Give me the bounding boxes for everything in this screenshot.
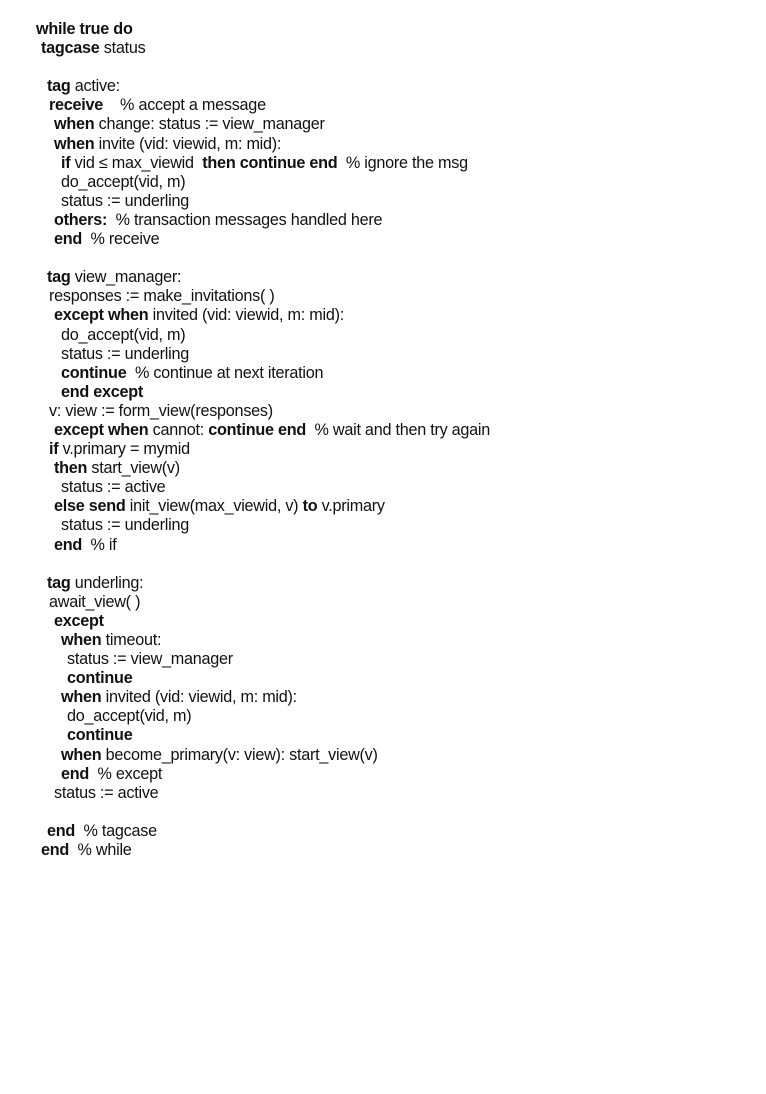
code-text: % transaction messages handled here	[107, 210, 383, 229]
code-keyword: if	[49, 440, 59, 459]
code-keyword: except when	[54, 306, 149, 325]
code-keyword: end	[47, 821, 76, 840]
code-line	[36, 135, 756, 154]
code-line	[36, 593, 756, 612]
code-text: v.primary	[317, 497, 385, 516]
code-line	[36, 707, 756, 726]
code-keyword: while true do	[36, 20, 133, 38]
code-text: invited (vid: viewid, m: mid):	[101, 688, 297, 707]
code-line	[36, 211, 756, 230]
code-keyword: others:	[54, 210, 108, 229]
code-text: underling:	[70, 573, 144, 592]
code-listing	[36, 20, 756, 860]
code-line	[36, 77, 756, 96]
code-keyword: end	[54, 535, 83, 554]
code-line	[36, 765, 756, 784]
code-line	[36, 364, 756, 383]
code-text: vid ≤ max_viewid	[70, 153, 203, 172]
code-line	[36, 478, 756, 497]
code-keyword: to	[302, 497, 318, 516]
code-keyword: when	[61, 745, 102, 764]
code-line	[36, 497, 756, 516]
code-keyword: then	[54, 459, 88, 478]
code-line	[36, 173, 756, 192]
code-line	[36, 268, 756, 287]
code-line	[36, 421, 756, 440]
code-keyword: tag	[47, 573, 71, 592]
code-text: cannot:	[148, 420, 209, 439]
code-keyword: if	[61, 153, 71, 172]
code-line	[36, 115, 756, 134]
code-text: status := underling	[61, 516, 189, 535]
code-keyword: end	[61, 764, 90, 783]
code-line	[36, 669, 756, 688]
code-text: become_primary(v: view): start_view(v)	[101, 745, 378, 764]
code-text: invite (vid: viewid, m: mid):	[94, 134, 282, 153]
code-line	[36, 536, 756, 555]
code-text: status := underling	[61, 344, 189, 363]
code-text: do_accept(vid, m)	[67, 707, 192, 726]
code-line	[36, 154, 756, 173]
code-text: % wait and then try again	[306, 420, 491, 439]
code-line	[36, 746, 756, 765]
code-line	[36, 39, 756, 58]
code-keyword: when	[54, 134, 95, 153]
code-line	[36, 841, 756, 860]
code-line	[36, 726, 756, 745]
code-keyword: receive	[49, 96, 104, 115]
code-line	[36, 96, 756, 115]
code-text: % if	[82, 535, 117, 554]
code-text: status := view_manager	[67, 650, 233, 669]
code-keyword: end	[54, 230, 83, 249]
code-text: status := active	[54, 783, 159, 802]
code-line	[36, 20, 756, 39]
code-line	[36, 459, 756, 478]
blank-line	[36, 58, 756, 77]
code-line	[36, 383, 756, 402]
code-line	[36, 574, 756, 593]
code-text: v: view := form_view(responses)	[49, 401, 273, 420]
blank-line	[36, 249, 756, 268]
code-keyword: then continue end	[202, 153, 338, 172]
code-line	[36, 822, 756, 841]
code-keyword: except when	[54, 420, 149, 439]
blank-line	[36, 555, 756, 574]
code-keyword: continue	[67, 669, 133, 688]
code-line	[36, 326, 756, 345]
code-text: view_manager:	[70, 268, 182, 287]
code-keyword: when	[61, 631, 102, 649]
code-text: % accept a message	[103, 96, 266, 115]
code-text: % ignore the msg	[337, 153, 468, 172]
code-text: init_view(max_viewid, v)	[125, 497, 303, 516]
code-line	[36, 440, 756, 459]
code-text: do_accept(vid, m)	[61, 172, 186, 191]
code-keyword: else send	[54, 497, 126, 516]
code-keyword: tagcase	[41, 39, 100, 58]
code-keyword: except	[54, 611, 104, 630]
code-line	[36, 230, 756, 249]
code-text: % tagcase	[75, 821, 157, 840]
code-line	[36, 287, 756, 306]
code-keyword: when	[61, 688, 102, 707]
code-keyword: continue	[67, 726, 133, 745]
code-keyword: tag	[47, 77, 71, 96]
code-line	[36, 784, 756, 803]
code-text: timeout:	[101, 631, 162, 649]
code-text: start_view(v)	[87, 459, 180, 478]
code-keyword: end	[41, 841, 70, 860]
code-text: % while	[69, 841, 132, 860]
code-line	[36, 631, 756, 650]
blank-line	[36, 803, 756, 822]
code-text: invited (vid: viewid, m: mid):	[148, 306, 344, 325]
code-line	[36, 516, 756, 535]
code-keyword: continue	[61, 363, 127, 382]
code-text: status	[99, 39, 146, 58]
code-text: % except	[89, 764, 163, 783]
code-line	[36, 345, 756, 364]
code-keyword: continue end	[208, 420, 307, 439]
code-text: change: status := view_manager	[94, 115, 325, 134]
code-line	[36, 688, 756, 707]
code-keyword: end except	[61, 382, 144, 401]
code-text: await_view( )	[49, 592, 141, 611]
code-keyword: when	[54, 115, 95, 134]
code-text: v.primary = mymid	[58, 440, 190, 459]
code-text: status := underling	[61, 191, 189, 210]
code-line	[36, 650, 756, 669]
code-text: % continue at next iteration	[126, 363, 324, 382]
code-line	[36, 612, 756, 631]
code-line	[36, 306, 756, 325]
code-text: status := active	[61, 478, 166, 497]
code-text: do_accept(vid, m)	[61, 325, 186, 344]
code-line	[36, 402, 756, 421]
code-text: active:	[70, 77, 120, 96]
code-text: % receive	[82, 230, 160, 249]
code-line	[36, 192, 756, 211]
code-keyword: tag	[47, 268, 71, 287]
code-text: responses := make_invitations( )	[49, 287, 275, 306]
